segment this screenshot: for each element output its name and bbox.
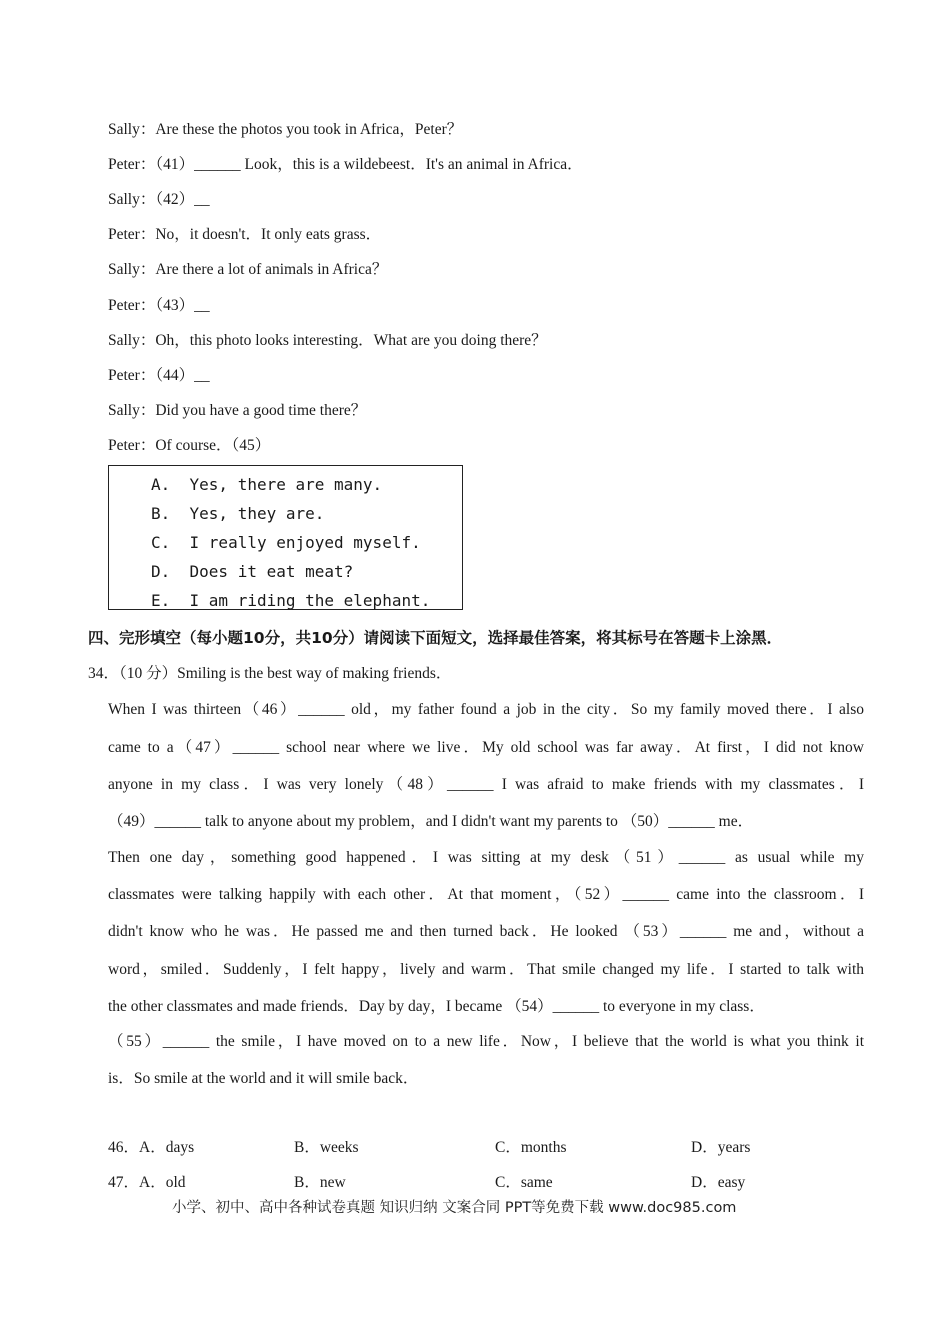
option-a: A. Yes, there are many. (151, 475, 383, 494)
options-box (108, 465, 463, 610)
dialogue-line: Peter：（44）__ (108, 367, 210, 384)
choice-46-a: 46．A．days (108, 1139, 195, 1156)
dialogue-line: Sally：Are there a lot of animals in Africa？ (108, 261, 388, 278)
passage-line: （55）______ the smile，I have moved on to a new life．Now，I believe that the world is what you think it (108, 1033, 864, 1050)
footer-watermark: 小学、初中、高中各种试卷真题 知识归纳 文案合同 PPT等免费下载 www.doc985.com (172, 1200, 737, 1216)
choice-47-c: C．same (495, 1174, 553, 1191)
passage-line: anyone in my class．I was very lonely（48）______ I was afraid to make friends with my classmates．I (108, 776, 864, 793)
choice-46-d: D．years (691, 1139, 751, 1156)
passage-line: the other classmates and made friends．Day by day，I became （54）______ to everyone in my class． (108, 998, 765, 1015)
choice-47-d: D．easy (691, 1174, 746, 1191)
dialogue-line: Peter：No，it doesn't．It only eats grass． (108, 226, 382, 243)
dialogue-line: Peter：（41）______ Look，this is a wildebeest．It's an animal in Africa． (108, 156, 583, 173)
choice-47-a: 47．A．old (108, 1174, 186, 1191)
dialogue-line: Peter：Of course．（45） (108, 437, 271, 454)
option-c: C. I really enjoyed myself. (151, 533, 421, 552)
option-b: B. Yes, they are. (151, 504, 325, 523)
passage-line: is．So smile at the world and it will smile back． (108, 1070, 419, 1087)
question-heading: 34．（10 分）Smiling is the best way of making friends． (88, 665, 452, 682)
passage-line: classmates were talking happily with each other．At that moment，（52）______ came into the classroom．I (108, 886, 864, 903)
dialogue-line: Sally：Did you have a good time there？ (108, 402, 367, 419)
passage-line: （49）______ talk to anyone about my problem，and I didn't want my parents to （50）______ me． (108, 813, 754, 830)
choice-47-b: B．new (294, 1174, 346, 1191)
dialogue-line: Sally：Are these the photos you took in Africa，Peter？ (108, 121, 463, 138)
option-d: D. Does it eat meat? (151, 562, 354, 581)
dialogue-line: Sally：Oh，this photo looks interesting．What are you doing there？ (108, 332, 547, 349)
dialogue-line: Peter：（43）__ (108, 297, 210, 314)
passage-line: word，smiled．Suddenly，I felt happy，lively and warm．That smile changed my life．I started to talk with (108, 961, 864, 978)
option-e: E. I am riding the elephant. (151, 591, 431, 610)
passage-line: When I was thirteen（46）______ old，my father found a job in the city．So my family moved there．I also (108, 701, 864, 718)
passage-line: Then one day，something good happened．I was sitting at my desk（51）______ as usual while my (108, 849, 864, 866)
passage-line: came to a（47）______ school near where we live．My old school was far away．At first，I did not know (108, 739, 864, 756)
section-title: 四、完形填空（每小题10分，共10分）请阅读下面短文，选择最佳答案，将其标号在答题卡上涂黑． (88, 629, 783, 647)
choice-46-c: C．months (495, 1139, 567, 1156)
dialogue-line: Sally：（42）__ (108, 191, 210, 208)
passage-line: didn't know who he was．He passed me and then turned back．He looked （53）______ me and，without a (108, 923, 864, 940)
choice-46-b: B．weeks (294, 1139, 359, 1156)
